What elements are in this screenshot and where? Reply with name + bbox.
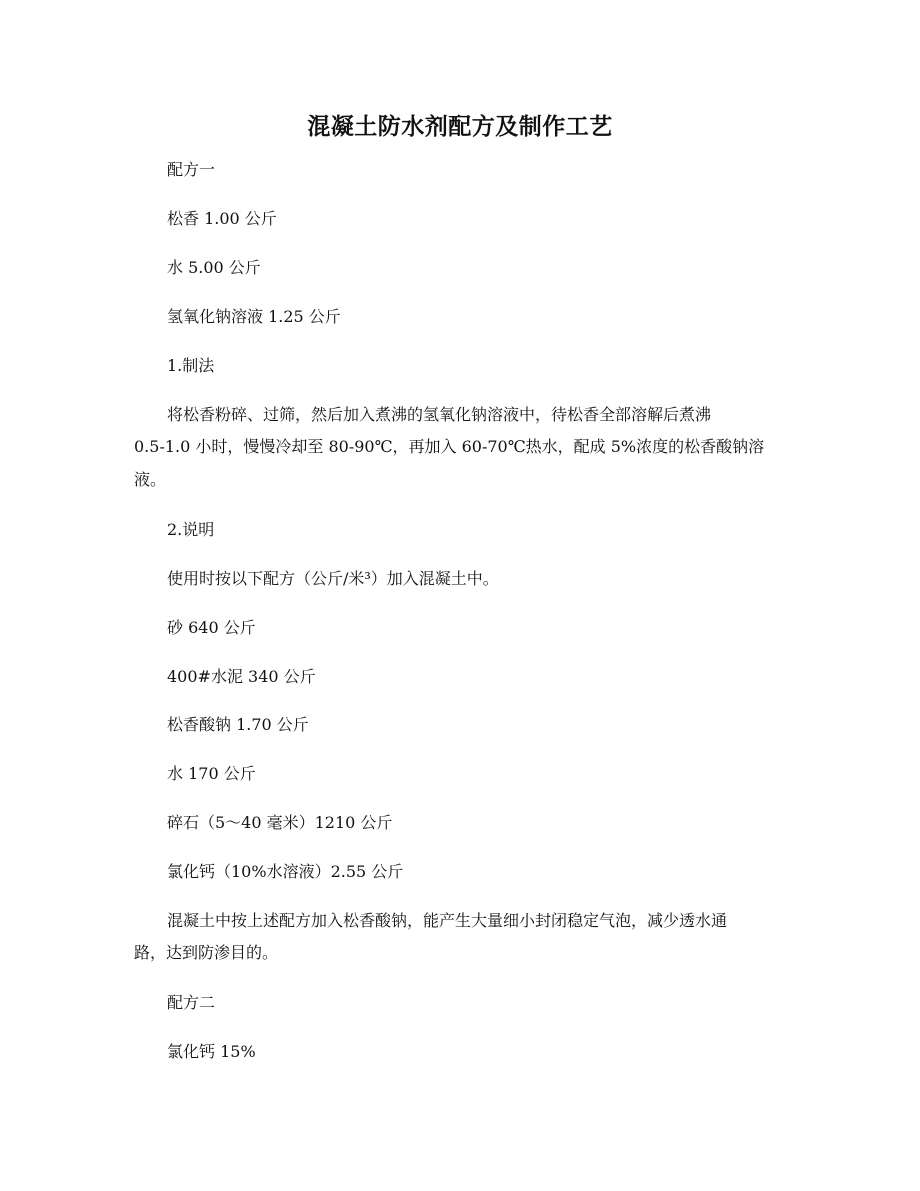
mix-item-calcium-chloride: 氯化钙（10%水溶液）2.55 公斤	[167, 862, 404, 881]
formula1-item-naoh: 氢氧化钠溶液 1.25 公斤	[167, 307, 341, 326]
mix-item-gravel: 碎石（5～40 毫米）1210 公斤	[167, 813, 393, 832]
effect-paragraph-line1: 混凝土中按上述配方加入松香酸钠，能产生大量细小封闭稳定气泡，减少透水通	[167, 911, 728, 930]
method-paragraph-line1: 将松香粉碎、过筛，然后加入煮沸的氢氧化钠溶液中，待松香全部溶解后煮沸	[167, 405, 712, 424]
formula2-heading: 配方二	[167, 993, 216, 1012]
document-title: 混凝土防水剂配方及制作工艺	[307, 113, 613, 140]
mix-item-sand: 砂 640 公斤	[167, 618, 256, 637]
formula1-item-rosin: 松香 1.00 公斤	[167, 209, 277, 228]
formula2-item-calcium-chloride: 氯化钙 15%	[167, 1042, 256, 1061]
mix-item-sodium-abietate: 松香酸钠 1.70 公斤	[167, 715, 309, 734]
method-paragraph-line3: 液。	[134, 470, 167, 489]
note-intro: 使用时按以下配方（公斤/米³）加入混凝土中。	[167, 569, 499, 588]
mix-item-cement: 400#水泥 340 公斤	[167, 667, 316, 686]
method-heading: 1.制法	[167, 356, 215, 375]
formula1-item-water: 水 5.00 公斤	[167, 258, 261, 277]
method-paragraph-line2: 0.5-1.0 小时，慢慢冷却至 80-90℃，再加入 60-70℃热水，配成 5%浓度的松香酸钠溶	[134, 437, 765, 456]
mix-item-water: 水 170 公斤	[167, 764, 256, 783]
formula1-heading: 配方一	[167, 160, 216, 179]
effect-paragraph-line2: 路，达到防渗目的。	[134, 943, 279, 962]
note-heading: 2.说明	[167, 520, 215, 539]
